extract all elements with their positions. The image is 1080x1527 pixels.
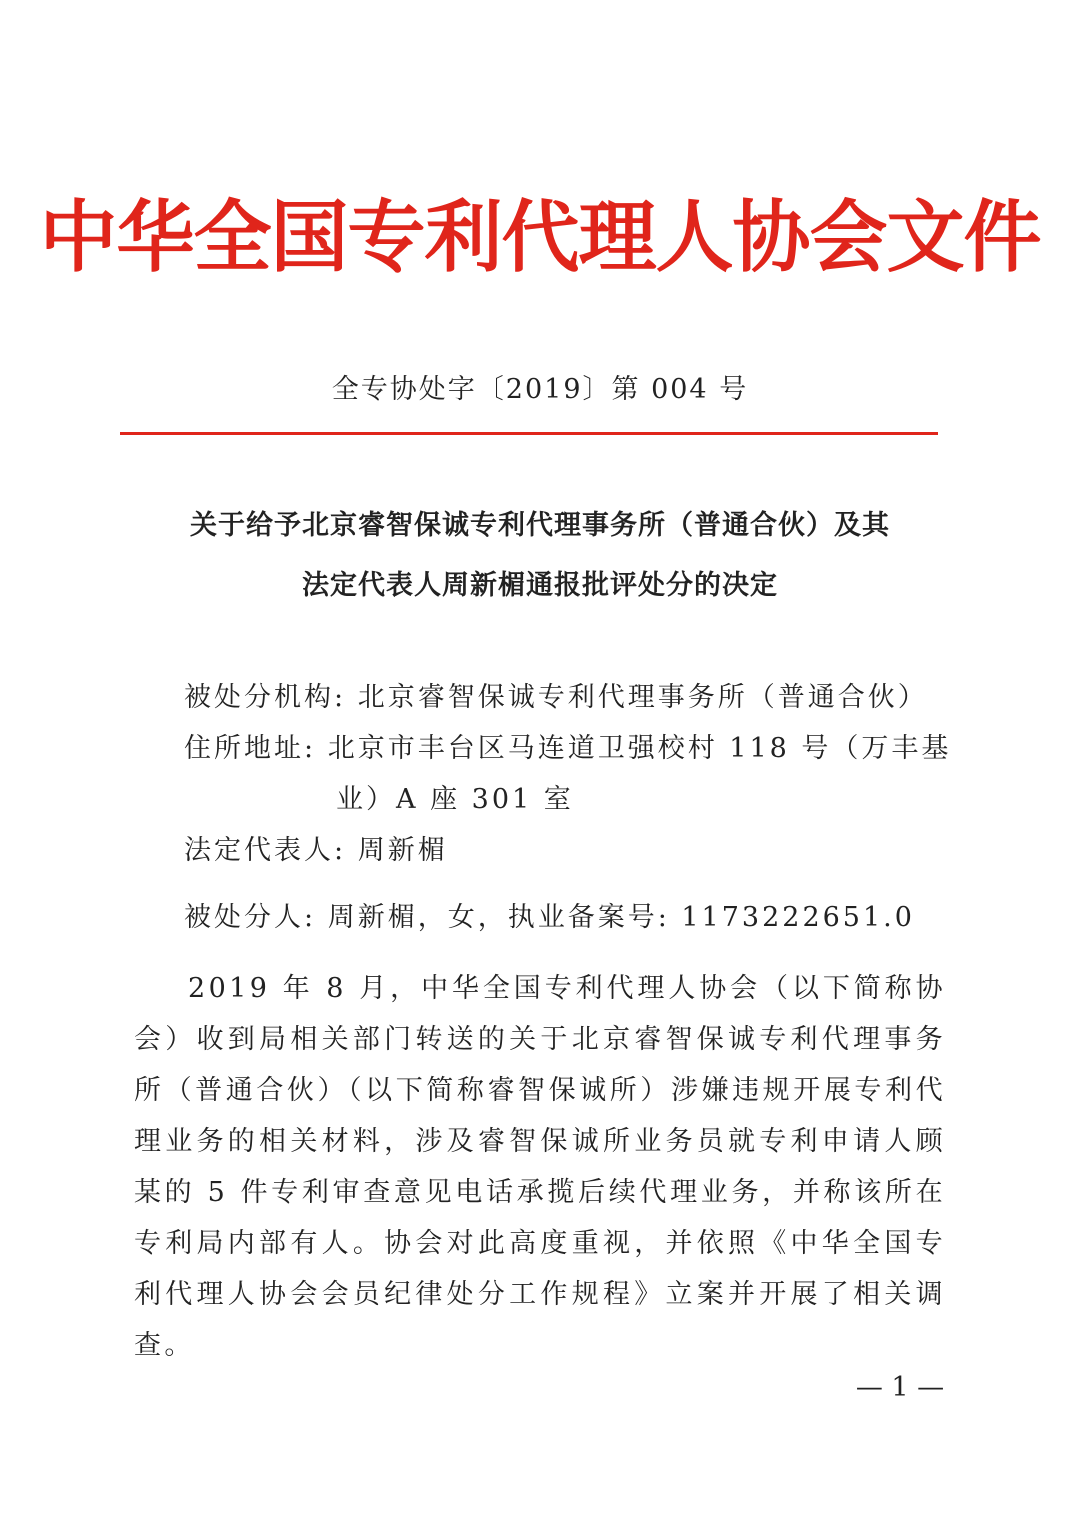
- document-title-line-2: 法定代表人周新楣通报批评处分的决定: [302, 570, 778, 601]
- address-label: 住所地址:: [184, 733, 317, 764]
- org-label: 被处分机构:: [184, 682, 347, 713]
- person-label: 被处分人:: [184, 902, 317, 933]
- document-number: 全专协处字〔2019〕第 004 号: [331, 374, 749, 405]
- org-value: 北京睿智保诚专利代理事务所（普通合伙）: [357, 682, 928, 713]
- org-row: [184, 678, 928, 718]
- rep-row: [184, 831, 448, 871]
- red-divider: [120, 432, 938, 435]
- address-value-line-2: 业）A 座 301 室: [336, 784, 574, 815]
- person-row: [184, 898, 915, 938]
- body-paragraph: 2019 年 8 月，中华全国专利代理人协会（以下简称协会）收到局相关部门转送的关于北京睿智保诚专利代理事务所（普通合伙）（以下简称睿智保诚所）涉嫌违规开展专利代理业务的相关材料，涉及睿智保诚所业务员就专利申请人顾某的 5 件专利审查意见电话承揽后续代理业务，并称该所在专利局内部有人。协会对此高度重视，并依照《中华全国专利代理人协会会员纪律处分工作规程》立案并开展了相关调查。: [134, 973, 946, 1361]
- rep-value: 周新楣: [357, 835, 448, 866]
- rep-label: 法定代表人:: [184, 835, 347, 866]
- masthead-title: 中华全国专利代理人协会文件: [39, 193, 1041, 283]
- address-value-line-1: 北京市丰台区马连道卫强校村 118 号（万丰基: [327, 733, 952, 764]
- page-number: — 1 —: [855, 1372, 945, 1403]
- address-row: [184, 729, 951, 769]
- person-value: 周新楣，女，执业备案号: 1173222651.0: [327, 902, 915, 933]
- document-title-line-1: 关于给予北京睿智保诚专利代理事务所（普通合伙）及其: [190, 510, 890, 541]
